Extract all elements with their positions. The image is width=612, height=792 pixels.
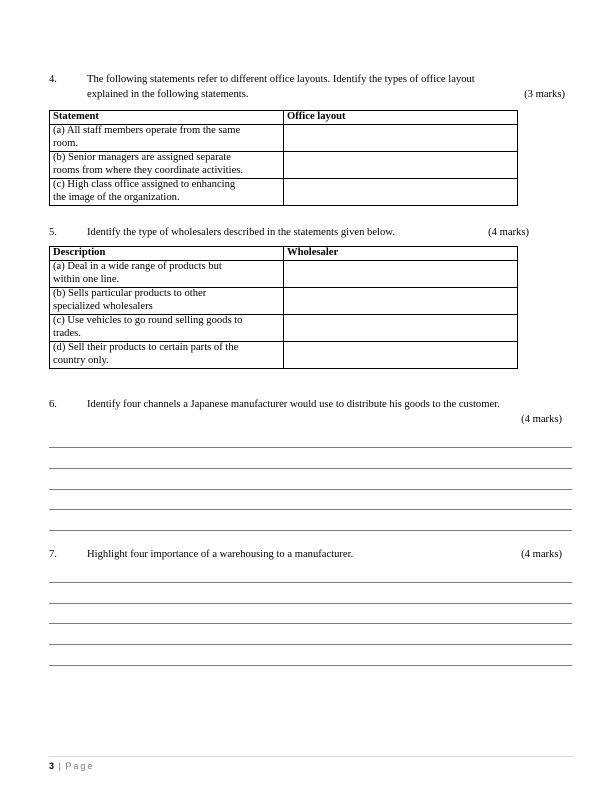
question-text-line-1: The following statements refer to different office layouts. Identify the types of office layout [87,74,475,85]
table-row [50,315,518,342]
question-number: 4. [49,74,57,85]
column-header-office-layout: Office layout [284,111,518,125]
footer-divider [49,756,574,757]
page-footer [49,760,94,773]
statement-cell: (a) All staff members operate from the same room. [50,125,284,152]
table-row [50,179,518,206]
question-text-line-2: explained in the following statements. [87,89,249,100]
answer-line[interactable] [49,665,572,666]
page-label: Page [65,761,95,771]
wholesaler-table [49,246,518,369]
answer-line[interactable] [49,644,572,645]
column-header-description: Description [50,247,284,261]
answer-line[interactable] [49,582,572,583]
answer-cell[interactable] [284,125,518,152]
description-cell: (c) Use vehicles to go round selling goods to trades. [50,315,284,342]
table-row [50,261,518,288]
question-text: Identify four channels a Japanese manufacturer would use to distribute his goods to the customer. [87,399,500,410]
table-row [50,152,518,179]
table-row [50,342,518,369]
question-marks: (4 marks) [488,227,529,238]
answer-line[interactable] [49,489,572,490]
question-marks: (3 marks) [524,89,565,100]
answer-line[interactable] [49,447,572,448]
question-number: 7. [49,549,57,560]
statement-cell: (b) Senior managers are assigned separate rooms from where they coordinate activities. [50,152,284,179]
table-header-row [50,111,518,125]
column-header-statement: Statement [50,111,284,125]
answer-cell[interactable] [284,152,518,179]
page-number: 3 [49,761,55,771]
question-6 [49,398,565,426]
description-cell: (b) Sells particular products to other specialized wholesalers [50,288,284,315]
table-header-row [50,247,518,261]
question-text: Highlight four importance of a warehousing to a manufacturer. [87,549,354,560]
statement-cell: (c) High class office assigned to enhancing the image of the organization. [50,179,284,206]
answer-line[interactable] [49,603,572,604]
answer-cell[interactable] [284,342,518,369]
question-marks: (4 marks) [521,549,562,560]
column-header-wholesaler: Wholesaler [284,247,518,261]
question-4 [49,73,569,101]
answer-line[interactable] [49,468,572,469]
question-number: 5. [49,227,57,238]
question-5 [49,226,529,240]
question-marks: (4 marks) [521,414,562,425]
answer-line[interactable] [49,623,572,624]
footer-separator: | [58,761,61,771]
description-cell: (a) Deal in a wide range of products but within one line. [50,261,284,288]
question-number: 6. [49,399,57,410]
answer-cell[interactable] [284,288,518,315]
answer-cell[interactable] [284,179,518,206]
question-text: Identify the type of wholesalers described in the statements given below. [87,227,395,238]
answer-line[interactable] [49,509,572,510]
answer-cell[interactable] [284,315,518,342]
description-cell: (d) Sell their products to certain parts of the country only. [50,342,284,369]
answer-line[interactable] [49,530,572,531]
question-7 [49,548,565,562]
table-row [50,125,518,152]
office-layout-table [49,110,518,206]
table-row [50,288,518,315]
answer-cell[interactable] [284,261,518,288]
